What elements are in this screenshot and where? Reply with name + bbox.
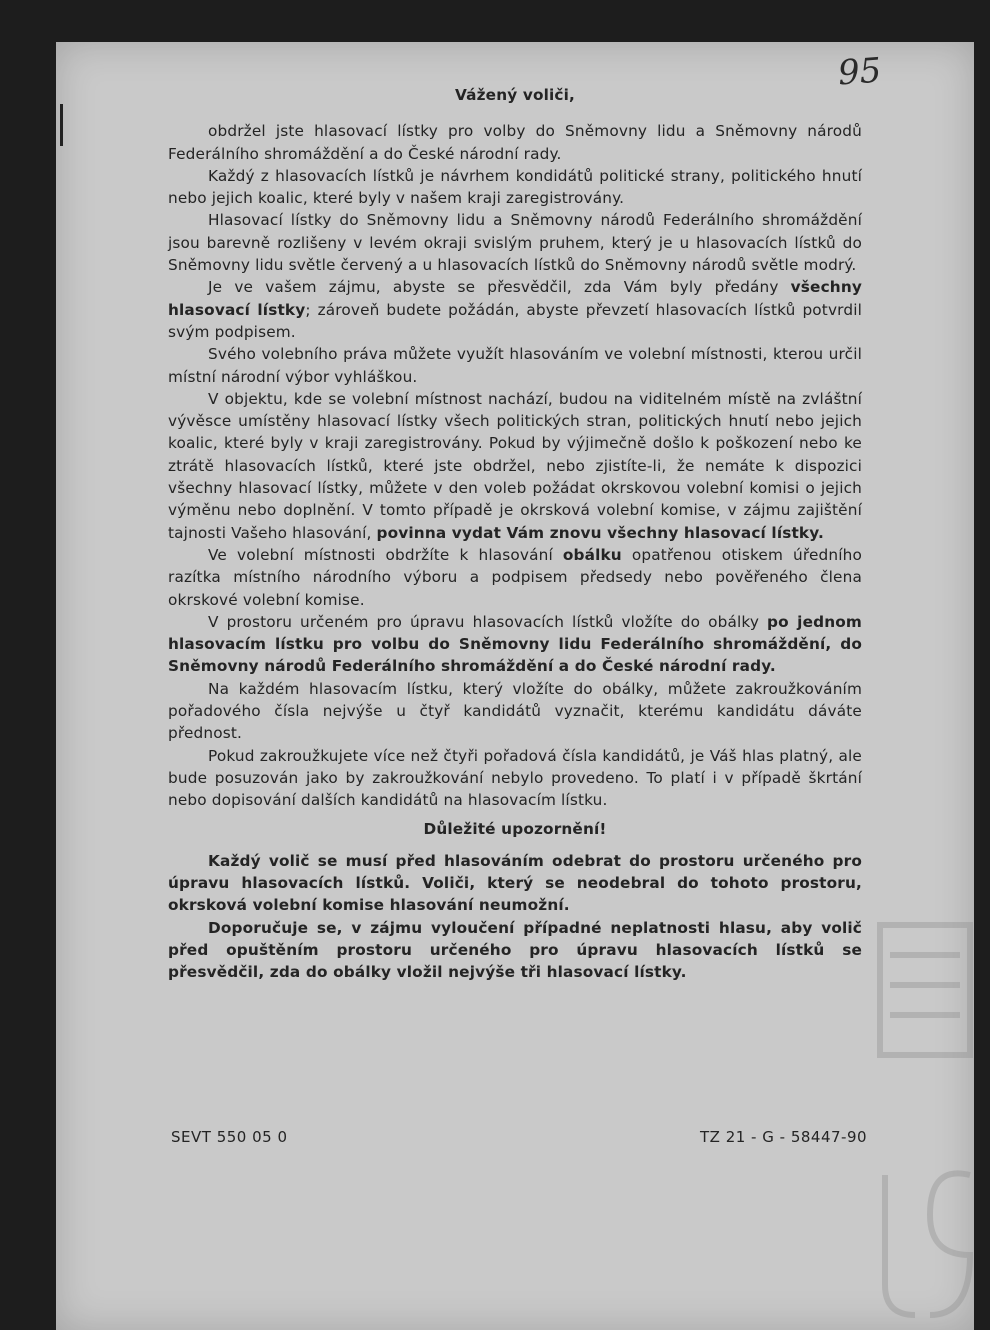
archive-watermark xyxy=(860,915,988,1325)
paragraph-6 xyxy=(168,388,862,544)
notice-paragraph-1: Každý volič se musí před hlasováním odebrat do prostoru určeného pro úpravu hlasovacích lístků. Voliči, který se neodebral do tohoto prostoru, okrsková volební komise hlasování neumožní. xyxy=(168,851,862,915)
paragraph-3: Hlasovací lístky do Sněmovny lidu a Sněmovny národů Federálního shromáždění jsou barevně rozlišeny v levém okraji svislým pruhem, který je u hlasovacích lístků do Sněmovny lidu světle červený a u hlasovacích lístků do Sněmovny národů světle modrý. xyxy=(168,211,862,275)
paragraph-4-part-a: Je ve vašem zájmu, abyste se přesvědčil, zda Vám byly předány xyxy=(208,278,791,297)
document-body xyxy=(168,84,862,984)
handwritten-page-number: 95 xyxy=(836,50,883,94)
paragraph-8-part-a: V prostoru určeném pro úpravu hlasovacích lístků vložíte do obálky xyxy=(208,612,768,631)
paragraph-6-emphasis: povinna vydat Vám znovu všechny hlasovací lístky. xyxy=(376,523,824,542)
paragraph-7-part-a: Ve volební místnosti obdržíte k hlasování xyxy=(208,545,563,564)
paragraph-8-emphasis: po jednom hlasovacím lístku pro volbu do Sněmovny lidu Federálního shromáždění, do Sněmovny národů Federálního shromáždění a do České národní rady. xyxy=(168,612,862,676)
greeting-heading: Vážený voliči, xyxy=(455,86,575,104)
margin-mark xyxy=(60,104,73,146)
paragraph-8 xyxy=(168,611,862,678)
footer-print-code: SEVT 550 05 0 xyxy=(171,1128,288,1146)
paragraph-4-emphasis: všechny hlasovací lístky xyxy=(168,278,862,319)
paragraph-7 xyxy=(168,544,862,611)
paragraph-4 xyxy=(168,276,862,343)
paragraph-7-part-c: opatřenou otiskem úředního razítka místního národního výboru a podpisem předsedy nebo pověřeného člena okrskové volební komise. xyxy=(168,545,862,609)
paragraph-6-part-a: V objektu, kde se volební místnost nachází, budou na viditelném místě na zvláštní vývěsce umístěny hlasovací lístky všech politických stran, politických hnutí nebo jejich koalic, které byly v kraji zaregistrovány. Pokud by výjimečně došlo k poškození nebo ke ztrátě hlasovacích lístků, které jste obdržel, nebo zjistíte-li, že nemáte k dispozici všechny hlasovací lístky, můžete v den voleb požádat okrskovou volební komisi o jejich výměnu nebo doplnění. V tomto případě je okrsková volební komise, v zájmu zajištění tajnosti Vašeho hlasování, xyxy=(168,389,862,542)
paragraph-4-part-c: ; zároveň budete požádán, abyste převzetí hlasovacích lístků potvrdil svým podpisem. xyxy=(168,300,862,341)
paragraph-5: Svého volebního práva můžete využít hlasováním ve volební místnosti, kterou určil místní národní výbor vyhláškou. xyxy=(168,345,862,386)
notice-paragraph-2: Doporučuje se, v zájmu vyloučení případné neplatnosti hlasu, aby volič před opuštěním prostoru určeného pro úpravu hlasovacích lístků se přesvědčil, zda do obálky vložil nejvýše tři hlasovací lístky. xyxy=(168,918,862,982)
paragraph-1: obdržel jste hlasovací lístky pro volby do Sněmovny lidu a Sněmovny národů Federálního shromáždění a do České národní rady. xyxy=(168,122,862,163)
paragraph-9: Na každém hlasovacím lístku, který vložíte do obálky, můžete zakroužkováním pořadového čísla nejvýše u čtyř kandidátů vyznačit, kterému kandidátu dáváte přednost. xyxy=(168,679,862,743)
paragraph-7-emphasis: obálku xyxy=(562,545,622,564)
footer-print-number: TZ 21 - G - 58447-90 xyxy=(700,1128,868,1146)
paragraph-2: Každý z hlasovacích lístků je návrhem kondidátů politické strany, politického hnutí nebo jejich koalic, které byly v našem kraji zaregistrovány. xyxy=(168,166,862,208)
paragraph-10: Pokud zakroužkujete více než čtyři pořadová čísla kandidátů, je Váš hlas platný, ale bude posuzován jako by zakroužkování nebylo provedeno. To platí i v případě škrtání nebo dopisování dalších kandidátů na hlasovacím lístku. xyxy=(168,746,862,810)
notice-heading: Důležité upozornění! xyxy=(423,819,607,838)
